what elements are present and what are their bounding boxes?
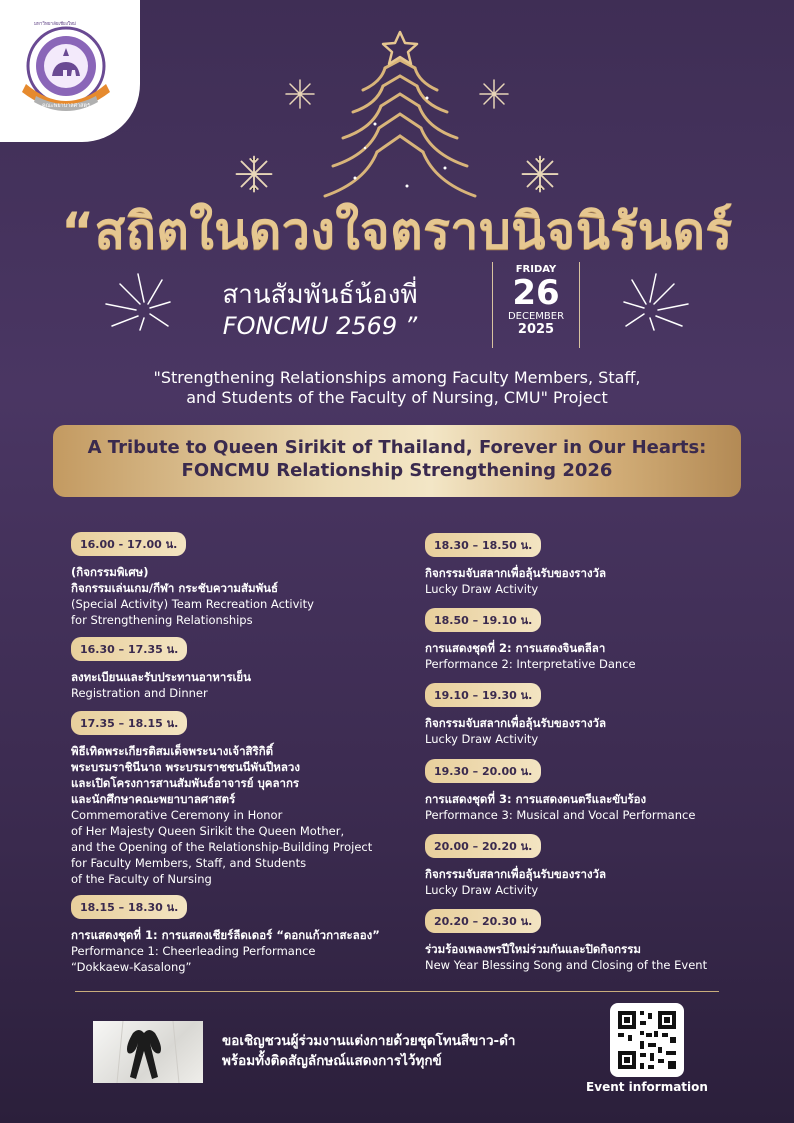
schedule-description [425,791,785,823]
description-line: การแสดงชุดที่ 3: การแสดงดนตรีและขับร้อง [425,792,647,806]
description-line: พระบรมราชินีนาถ พระบรมราชชนนีพันปีหลวง [71,760,300,774]
description-line: of Her Majesty Queen Sirikit the Queen Mother, [71,824,345,838]
description-line: Lucky Draw Activity [425,582,539,596]
firework-icon [622,270,694,332]
foncmu-title: FONCMU 2569 ” [222,312,418,340]
description-line: Lucky Draw Activity [425,883,539,897]
schedule-item [425,683,785,747]
time-badge: 19.10 – 19.30 น. [425,683,541,707]
description-line: for Faculty Members, Staff, and Students [71,856,307,870]
description-line: (Special Activity) Team Recreation Activity [71,597,314,611]
schedule-description [425,715,785,747]
logo-text-bottom: คณะพยาบาลศาสตร์ [41,103,91,109]
description-line: New Year Blessing Song and Closing of the Event [425,958,708,972]
date-day: FRIDAY [515,264,557,275]
description-line: พิธีเทิดพระเกียรติสมเด็จพระนางเจ้าสิริกิติ์ [71,744,274,758]
schedule-item [71,711,431,887]
date-year: 2025 [517,322,555,337]
description-line: กิจกรรมเล่นเกม/กีฬา กระชับความสัมพันธ์ [71,581,279,595]
description-line: “Dokkaew-Kasalong” [71,960,192,974]
time-badge: 18.50 – 19.10 น. [425,608,541,632]
schedule-description [425,866,785,898]
time-badge: 18.30 – 18.50 น. [425,533,541,557]
logo-text-top: มหาวิทยาลัยเชียงใหม่ [33,22,77,27]
schedule-item [425,834,785,898]
description-line: ร่วมร้องเพลงพรปีใหม่ร่วมกันและปิดกิจกรรม [425,942,641,956]
project-line-1: "Strengthening Relationships among Faculty Members, Staff, [153,368,641,387]
schedule-item [425,608,785,672]
banner-line-1: A Tribute to Queen Sirikit of Thailand, Forever in Our Hearts: [87,437,707,458]
event-date [492,262,580,348]
description-line: Performance 1: Cheerleading Performance [71,944,316,958]
description-line: Performance 2: Interpretative Dance [425,657,636,671]
schedule-description [71,927,431,975]
description-line: และเปิดโครงการสานสัมพันธ์อาจารย์ บุคลากร [71,776,300,790]
date-month: DECEMBER [507,311,565,322]
description-line: กิจกรรมจับสลากเพื่อลุ้นรับของรางวัล [425,716,607,730]
schedule-description [425,640,785,672]
snowflake-icon [234,154,274,194]
description-line: กิจกรรมจับสลากเพื่อลุ้นรับของรางวัล [425,867,607,881]
description-line: การแสดงชุดที่ 1: การแสดงเชียร์ลีดเดอร์ “ดอกแก้วกาสะลอง” [71,928,380,942]
main-title-thai: “สถิตในดวงใจตราบนิจนิรันดร์ [61,202,733,260]
schedule-item [71,895,431,975]
schedule-description [425,565,785,597]
mourning-ribbon-photo [93,1021,203,1083]
time-badge: 17.35 – 18.15 น. [71,711,187,735]
schedule-item [425,909,785,973]
time-badge: 16.00 - 17.00 น. [71,532,186,556]
dress-code-line-1: ขอเชิญชวนผู้ร่วมงานแต่งกายด้วยชุดโทนสีขาว-ดำ [222,1033,516,1049]
time-badge: 20.20 – 20.30 น. [425,909,541,933]
description-line: for Strengthening Relationships [71,613,253,627]
snowflake-icon [284,78,316,110]
project-line-2: and Students of the Faculty of Nursing, CMU" Project [186,388,608,407]
schedule-item [71,637,431,701]
footer-divider [75,991,719,992]
description-line: ลงทะเบียนและรับประทานอาหารเย็น [71,670,252,684]
dress-code-note [222,1031,516,1071]
christmas-tree-icon [315,28,485,208]
description-line: และนักศึกษาคณะพยาบาลศาสตร์ [71,792,236,806]
description-line: กิจกรรมจับสลากเพื่อลุ้นรับของรางวัล [425,566,607,580]
description-line: การแสดงชุดที่ 2: การแสดงจินตลีลา [425,641,606,655]
schedule-item [71,532,431,628]
time-badge: 20.00 – 20.20 น. [425,834,541,858]
tribute-banner [53,425,741,497]
dress-code-line-2: พร้อมทั้งติดสัญลักษณ์แสดงการไว้ทุกข์ [222,1053,442,1069]
time-badge: 18.15 – 18.30 น. [71,895,187,919]
snowflake-icon [520,154,560,194]
description-line: of the Faculty of Nursing [71,872,212,886]
banner-line-2: FONCMU Relationship Strengthening 2026 [181,460,613,481]
project-title-english [0,368,794,408]
description-line: Lucky Draw Activity [425,732,539,746]
qr-label: Event information [586,1080,708,1094]
description-line: Performance 3: Musical and Vocal Performance [425,808,696,822]
snowflake-icon [478,78,510,110]
subtitle-thai: สานสัมพันธ์น้องพี่ [222,280,418,310]
description-line: and the Opening of the Relationship-Building Project [71,840,373,854]
description-line: (กิจกรรมพิเศษ) [71,565,149,579]
schedule-description [71,669,431,701]
time-badge: 16.30 – 17.35 น. [71,637,187,661]
description-line: Registration and Dinner [71,686,208,700]
qr-code-icon [610,1003,684,1077]
black-ribbon-icon [93,1021,203,1083]
schedule-description [71,564,431,628]
time-badge: 19.30 – 20.00 น. [425,759,541,783]
schedule-item [425,533,785,597]
schedule-description [71,743,431,887]
schedule-item [425,759,785,823]
description-line: Commemorative Ceremony in Honor [71,808,283,822]
event-qr-code[interactable] [610,1003,684,1077]
schedule-description [425,941,785,973]
date-number: 26 [512,273,560,313]
